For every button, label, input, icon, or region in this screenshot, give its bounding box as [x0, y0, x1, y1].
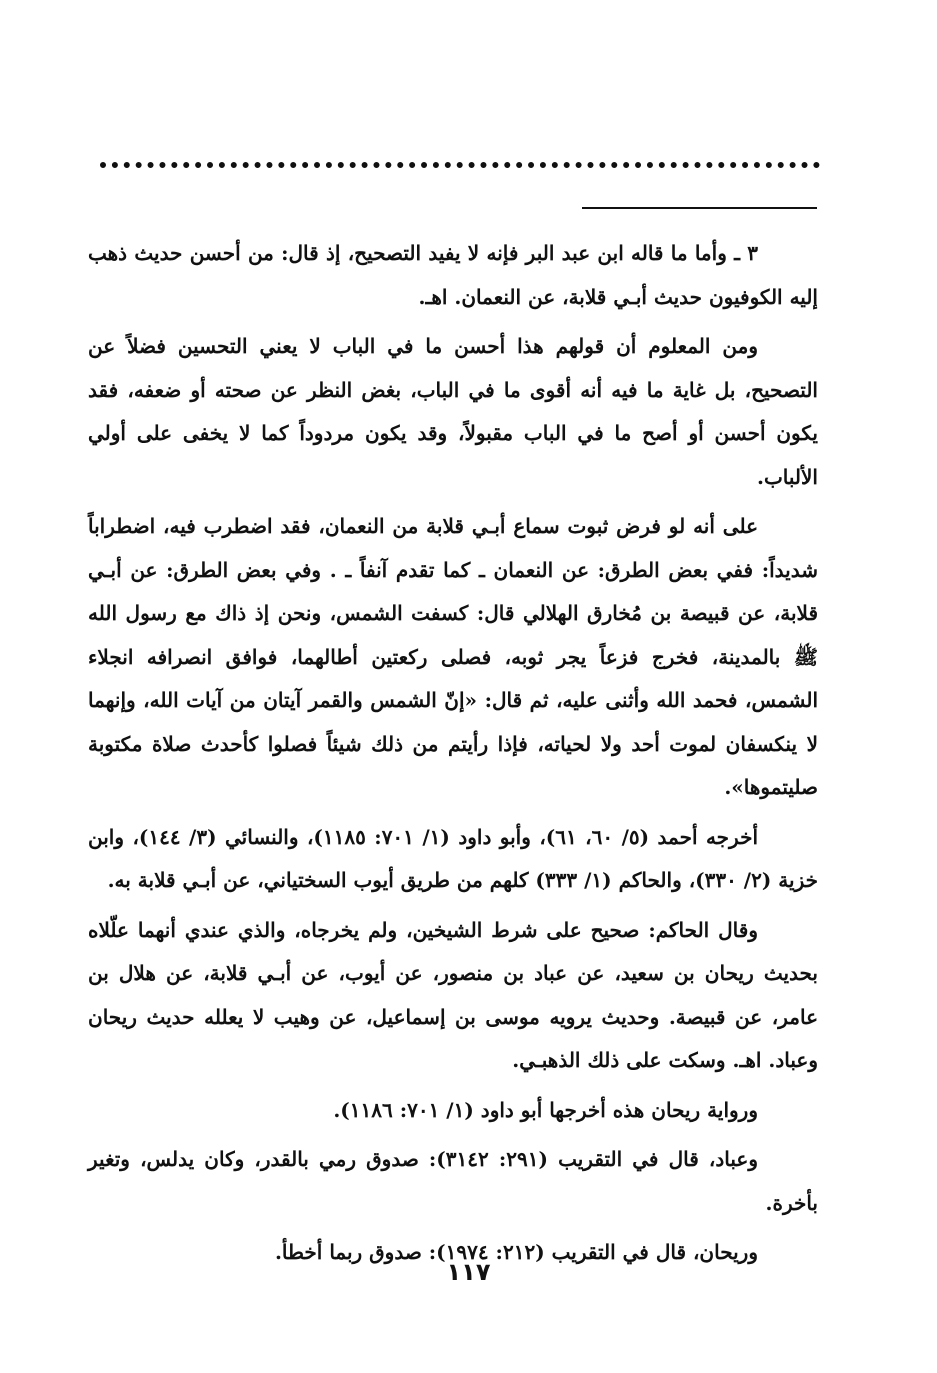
paragraph: وقال الحاكم: صحيح على شرط الشيخين، ولم يخرجاه، والذي عندي أنهما علّلاه بحديث ريحان بن سعيد، عن عباد بن منصور، عن أيوب، عن أبـي قلابة، عن هلال بن عامر، عن قبيصة. وحديث يرويه موسى بن إسماعيل، عن وهيب لا يعلله حديث ريحان وعباد. اهـ. وسكت على ذلك الذهبـي. — [88, 917, 818, 1072]
paragraph: أخرجه أحمد (٥/ ٦٠، ٦١)، وأبو داود (١/ ٧٠١: ١١٨٥)، والنسائي (٣/ ١٤٤)، وابن خزية (٢/ ٣٣٠)، والحاكم (١/ ٣٣٣) كلهم من طريق أيوب السختياني، عن أبـي قلابة به. — [88, 824, 818, 892]
paragraph: وعباد، قال في التقريب (٢٩١: ٣١٤٢): صدوق رمي بالقدر، وكان يدلس، وتغير بأخرة. — [88, 1147, 818, 1215]
page-number: ١١٧ — [446, 1258, 491, 1286]
dotted-separator — [100, 150, 820, 168]
paragraph: ورواية ريحان هذه أخرجها أبو داود (١/ ٧٠١: ١١٨٦). — [333, 1097, 758, 1122]
paragraph: ومن المعلوم أن قولهم هذا أحسن ما في الباب لا يعني التحسين فضلاً عن التصحيح، بل غاية ما فيه أنه أقوى ما في الباب، بغض النظر عن صحته أو ضعفه، فقد يكون أحسن أو أصح ما في الباب مقبولاً، وقد يكون مردوداً كما لا يخفى على أولي الألباب. — [88, 334, 818, 489]
body-text — [88, 232, 818, 1281]
paragraph: على أنه لو فرض ثبوت سماع أبـي قلابة من النعمان، فقد اضطرب فيه، اضطراباً شديداً: ففي بعض الطرق: عن النعمان ـ كما تقدم آنفاً ـ . وفي بعض الطرق: عن أبـي قلابة، عن قبيصة بن مُخارق الهلالي قال: كسفت الشمس، ونحن إذ ذاك مع رسول الله ﷺ بالمدينة، فخرج فزعاً يجر ثوبه، فصلى ركعتين أطالهما، فوافق انصرافه انجلاء الشمس، فحمد الله وأثنى عليه، ثم قال: «إنّ الشمس والقمر آيتان من آيات الله، وإنهما لا ينكسفان لموت أحد ولا لحياته، فإذا رأيتم من ذلك شيئاً فصلوا كأحدث صلاة مكتوبة صليتموها». — [88, 514, 818, 799]
paragraph: وريحان، قال في التقريب (٢١٢: ١٩٧٤): صدوق ربما أخطأ. — [274, 1240, 758, 1264]
paragraph: ٣ ـ وأما ما قاله ابن عبد البر فإنه لا يفيد التصحيح، إذ قال: من أحسن حديث ذهب إليه الكوفيون حديث أبـي قلابة، عن النعمان. اهـ. — [88, 241, 818, 309]
footnote-rule — [582, 207, 817, 209]
